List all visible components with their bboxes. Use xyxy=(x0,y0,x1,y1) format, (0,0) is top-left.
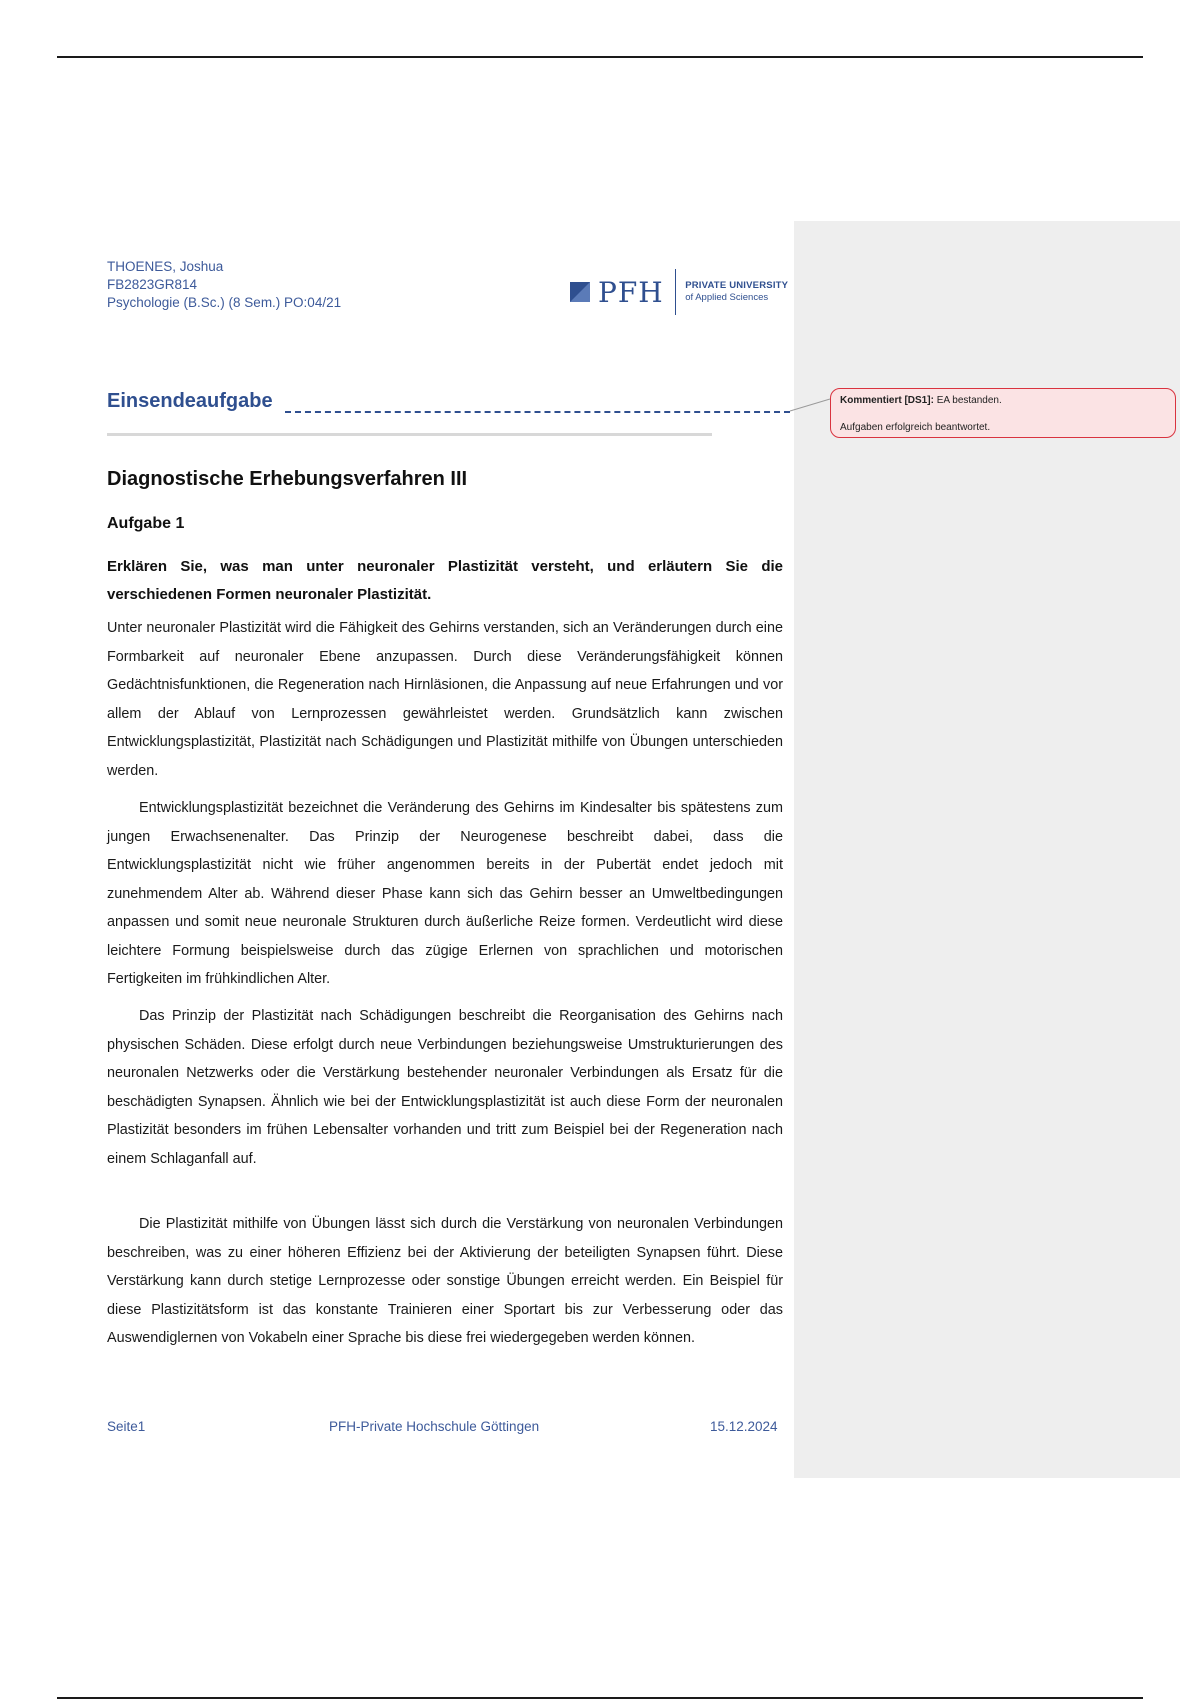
footer-date: 15.12.2024 xyxy=(710,1419,778,1434)
pfh-logo-icon xyxy=(570,282,590,302)
logo-separator xyxy=(675,269,677,315)
title-divider xyxy=(107,433,712,436)
comment-label: Kommentiert [DS1]: xyxy=(840,395,934,406)
top-rule xyxy=(57,56,1143,58)
logo-subtitle xyxy=(685,280,788,304)
pfh-logo xyxy=(570,268,788,316)
paragraph-2: Entwicklungsplastizität bezeichnet die Veränderung des Gehirns im Kindesalter bis spätestens zum jungen Erwachsenenalter. Das Prinzip der Neurogenese beschreibt dabei, dass die Entwicklungsplastizität nicht wie früher angenommen bereits in der Pubertät endet jedoch mit zunehmendem Alter ab. Während dieser Phase kann sich das Gehirn besser an Umweltbedingungen anpassen und somit neue neuronale Strukturen durch äußerliche Reize formen. Verdeutlicht wird diese leichtere Formung beispielsweise durch das zügige Erlernen von sprachlichen und motorischen Fertigkeiten im frühkindlichen Alter. xyxy=(107,800,783,987)
logo-subtitle-line1: PRIVATE UNIVERSITY xyxy=(685,280,789,291)
study-program: Psychologie (B.Sc.) (8 Sem.) PO:04/21 xyxy=(107,295,342,310)
section-label-underline xyxy=(285,411,790,413)
comment-text-1: EA bestanden. xyxy=(936,395,1002,406)
document-title: Diagnostische Erhebungsverfahren III xyxy=(107,468,468,490)
comment-bubble[interactable] xyxy=(830,388,1176,438)
paragraph-3: Das Prinzip der Plastizität nach Schädigungen beschreibt die Reorganisation des Gehirns nach physischen Schäden. Diese erfolgt durch neue Verbindungen beziehungsweise Umstrukturierungen des neuronalen Netzwerks oder die Verstärkung bestehender neuronaler Verbindungen als Ersatz für die beschädigten Synapsen. Ähnlich wie bei der Entwicklungsplastizität ist auch diese Form der neuronalen Plastizität besonders im frühen Lebensalter vorhanden und tritt zum Beispiel bei der Regeneration nach einem Schlaganfall auf. xyxy=(107,1008,783,1167)
section-label[interactable]: Einsendeaufgabe xyxy=(107,390,273,412)
author-name: THOENES, Joshua xyxy=(107,259,224,274)
logo-subtitle-line2: of Applied Sciences xyxy=(685,292,769,303)
paragraph-4: Die Plastizität mithilfe von Übungen lässt sich durch die Verstärkung von neuronalen Verbindungen beschreiben, was zu einer höheren Effizienz bei der Aktivierung der beteiligten Synapsen führt. Diese Verstärkung kann durch stetige Lernprozesse oder sonstige Übungen erreicht werden. Ein Beispiel für diese Plastizitätsform ist das konstante Trainieren einer Sportart bis zur Verbesserung oder das Auswendiglernen von Vokabeln einer Sprache bis diese frei wiedergegeben werden können. xyxy=(107,1216,783,1346)
logo-text: PFH xyxy=(598,275,664,309)
task-heading: Aufgabe 1 xyxy=(107,515,185,532)
task-question: Erklären Sie, was man unter neuronaler Plastizität versteht, und erläutern Sie die verschiedenen Formen neuronaler Plastizität. xyxy=(107,558,783,603)
bottom-rule xyxy=(57,1697,1143,1699)
paragraph-1: Unter neuronaler Plastizität wird die Fähigkeit des Gehirns verstanden, sich an Veränderungen durch eine Formbarkeit auf neuronaler Ebene anzupassen. Durch diese Veränderungsfähigkeit können Gedächtnisfunktionen, die Regeneration nach Hirnläsionen, die Anpassung auf neue Erfahrungen und vor allem der Ablauf von Lernprozessen gewährleistet werden. Grundsätzlich kann zwischen Entwicklungsplastizität, Plastizität nach Schädigungen und Plastizität mithilfe von Übungen unterschieden werden. xyxy=(107,620,783,779)
footer-institution: PFH-Private Hochschule Göttingen xyxy=(329,1419,540,1434)
footer-page-number: Seite1 xyxy=(107,1419,146,1434)
comment-text-2: Aufgaben erfolgreich beantwortet. xyxy=(840,422,991,433)
student-id: FB2823GR814 xyxy=(107,277,198,292)
